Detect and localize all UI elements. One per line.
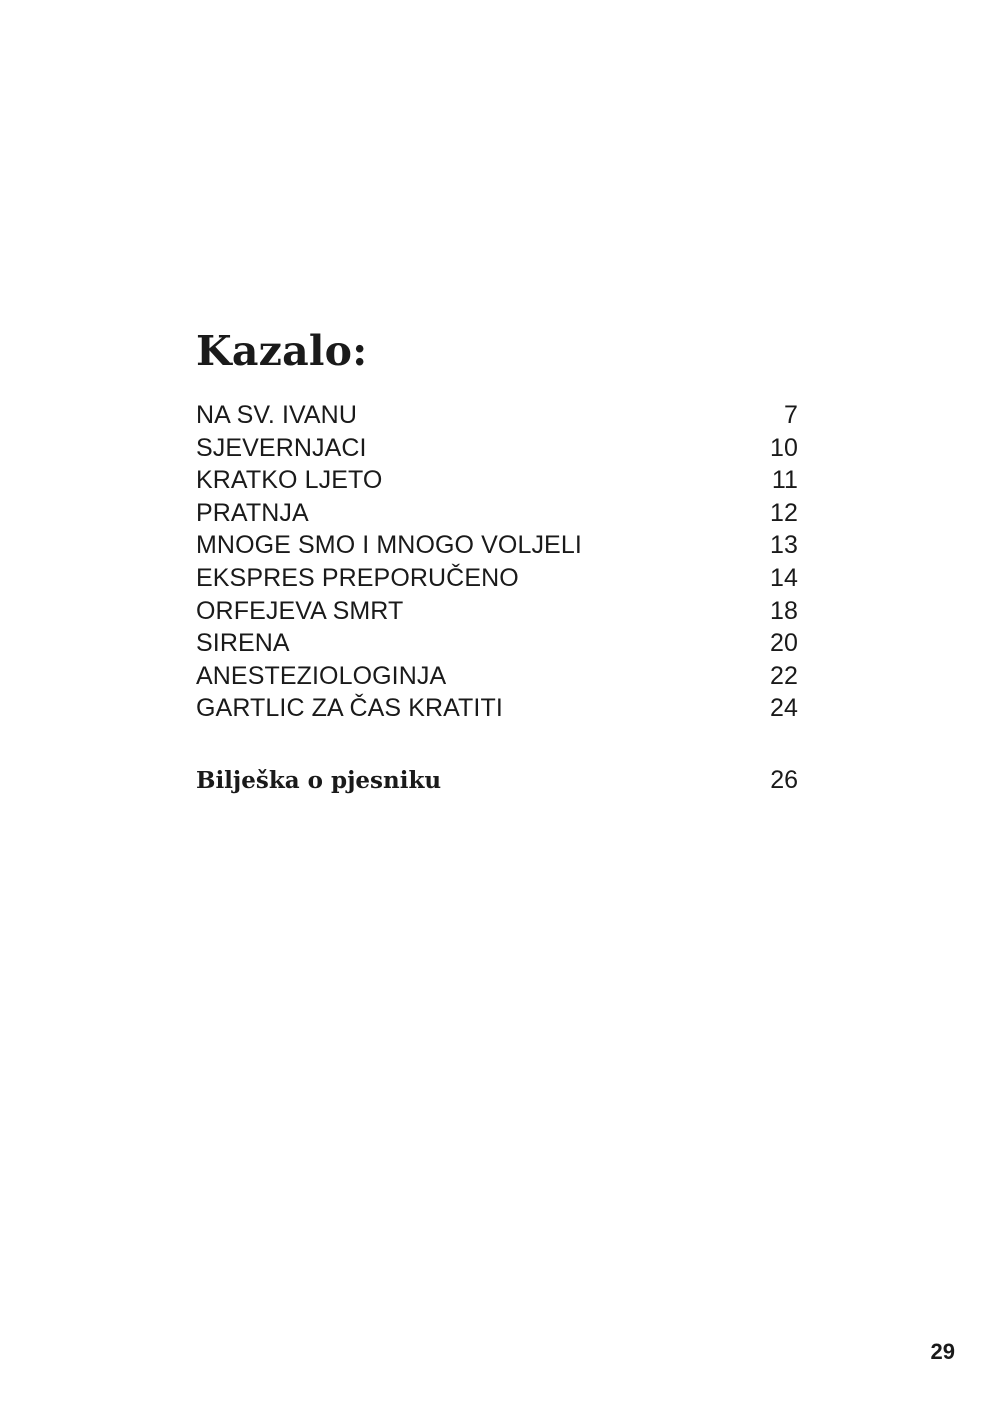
table-of-contents bbox=[196, 399, 798, 725]
toc-entry-page: 13 bbox=[769, 531, 798, 560]
toc-entry-page: 20 bbox=[769, 629, 798, 658]
toc-entry bbox=[196, 660, 798, 693]
toc-entry-title: MNOGE SMO I MNOGO VOLJELI bbox=[196, 531, 582, 560]
toc-entry-page: 10 bbox=[769, 433, 798, 462]
toc-entry-title: SIRENA bbox=[196, 629, 290, 658]
toc-note-title: Bilješka o pjesniku bbox=[196, 767, 442, 794]
page-number: 29 bbox=[930, 1339, 955, 1364]
toc-entry-page: 11 bbox=[771, 466, 798, 495]
toc-entry-page: 7 bbox=[783, 401, 798, 429]
toc-entry-page: 22 bbox=[769, 661, 798, 690]
toc-entry bbox=[196, 464, 798, 497]
toc-entry-title: KRATKO LJETO bbox=[196, 466, 383, 495]
toc-entry-title: EKSPRES PREPORUČENO bbox=[196, 563, 519, 592]
toc-entry-page: 12 bbox=[769, 498, 798, 527]
toc-entry-title: GARTLIC ZA ČAS KRATITI bbox=[196, 694, 503, 723]
toc-entry-page: 18 bbox=[769, 596, 798, 625]
toc-note-entry bbox=[196, 762, 798, 798]
toc-entry bbox=[196, 562, 798, 595]
toc-note-page: 26 bbox=[770, 766, 798, 794]
toc-entry bbox=[196, 692, 798, 725]
toc-entry bbox=[196, 529, 798, 562]
toc-entry bbox=[196, 497, 798, 530]
toc-entry bbox=[196, 432, 798, 465]
toc-entry bbox=[196, 627, 798, 660]
toc-entry-title: ANESTEZIOLOGINJA bbox=[196, 661, 447, 690]
toc-entry bbox=[196, 399, 798, 432]
toc-entry-title: ORFEJEVA SMRT bbox=[196, 596, 404, 625]
toc-entry-page: 14 bbox=[769, 563, 798, 592]
toc-entry bbox=[196, 595, 798, 628]
toc-entry-title: NA SV. IVANU bbox=[196, 401, 357, 429]
toc-entry-title: SJEVERNJACI bbox=[196, 433, 367, 462]
toc-entry-title: PRATNJA bbox=[196, 498, 309, 527]
toc-entry-page: 24 bbox=[769, 694, 798, 723]
page-title: Kazalo: bbox=[196, 327, 368, 375]
